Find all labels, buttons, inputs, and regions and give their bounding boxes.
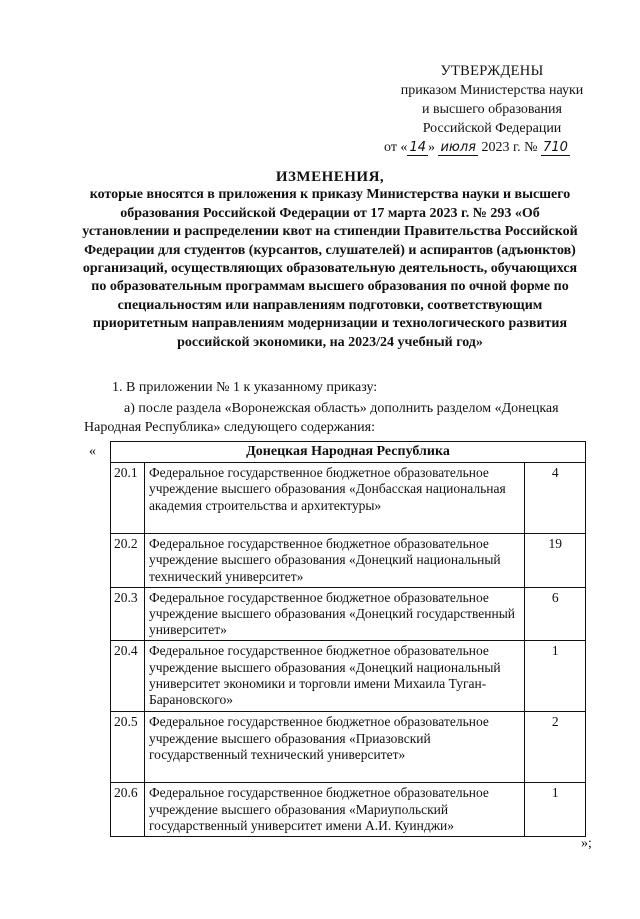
table-row xyxy=(111,463,586,534)
row-number: 20.1 xyxy=(111,463,145,534)
approval-date-line xyxy=(384,138,600,157)
institution-name: Федеральное государственное бюджетное образовательное учреждение высшего образования «Мариупольский государственный университет имени А.И. Куинджи» xyxy=(144,783,524,837)
quota-count: 2 xyxy=(524,712,585,783)
institution-name: Федеральное государственное бюджетное образовательное учреждение высшего образования «Донецкий государственный университет» xyxy=(144,587,524,641)
order-number: 710 xyxy=(543,140,568,155)
quota-count: 1 xyxy=(524,783,585,837)
table-row xyxy=(111,534,586,588)
institution-name: Федеральное государственное бюджетное образовательное учреждение высшего образования «Донецкий национальный университет экономики и торговли имени Михаила Туган-Барановского» xyxy=(144,641,524,712)
date-year: 2023 г. № xyxy=(478,140,542,155)
quota-count: 1 xyxy=(524,641,585,712)
date-mid: » xyxy=(427,140,439,155)
institution-name: Федеральное государственное бюджетное образовательное учреждение высшего образования «Донецкий национальный технический университет» xyxy=(144,534,524,588)
title-text: которые вносятся в приложения к приказу Министерства науки и высшего образования Российской Федерации от 17 марта 2023 г. № 293 «Об установлении и распределении квот на стипендии Правительства Российской Федерации для студентов (курсантов, слушателей) и аспирантов (адъюнктов) организаций, осуществляющих образовательную деятельность, обучающихся по образовательным программам высшего образования по очной форме по специальностям или направлениям подготовки, соответствующим приоритетным направлениям модернизации и технологического развития российской экономики, на 2023/24 учебный год» xyxy=(82,187,578,350)
item-1a: а) после раздела «Воронежская область» дополнить разделом «Донецкая Народная Республика» следующего содержания: xyxy=(84,401,559,435)
quote-close: »; xyxy=(581,836,592,851)
row-number: 20.6 xyxy=(111,783,145,837)
institution-name: Федеральное государственное бюджетное образовательное учреждение высшего образования «Донбасская национальная академия строительства и архитектуры» xyxy=(144,463,524,534)
table-row xyxy=(111,587,586,641)
date-month: июля xyxy=(440,140,477,155)
approval-heading: УТВЕРЖДЕНЫ xyxy=(440,63,544,79)
date-prefix: от « xyxy=(384,140,408,155)
date-day: 14 xyxy=(409,140,426,155)
table-row xyxy=(111,783,586,837)
table-row xyxy=(111,712,586,783)
approval-line-2: и высшего образования xyxy=(422,102,562,117)
approval-block xyxy=(384,62,600,157)
row-number: 20.3 xyxy=(111,587,145,641)
row-number: 20.4 xyxy=(111,641,145,712)
document-title xyxy=(80,168,580,352)
approval-line-3: Российской Федерации xyxy=(422,121,562,136)
item-1: 1. В приложении № 1 к указанному приказу: xyxy=(112,380,378,395)
row-number: 20.2 xyxy=(111,534,145,588)
region-table xyxy=(110,441,586,837)
quota-count: 4 xyxy=(524,463,585,534)
institution-name: Федеральное государственное бюджетное образовательное учреждение высшего образования «Приазовский государственный технический университет» xyxy=(144,712,524,783)
row-number: 20.5 xyxy=(111,712,145,783)
quota-count: 6 xyxy=(524,587,585,641)
quote-open: « xyxy=(89,444,96,459)
table-row xyxy=(111,641,586,712)
approval-line-1: приказом Министерства науки xyxy=(400,83,584,98)
title-heading: ИЗМЕНЕНИЯ, xyxy=(275,169,385,185)
quota-count: 19 xyxy=(524,534,585,588)
region-heading: Донецкая Народная Республика xyxy=(111,442,586,463)
